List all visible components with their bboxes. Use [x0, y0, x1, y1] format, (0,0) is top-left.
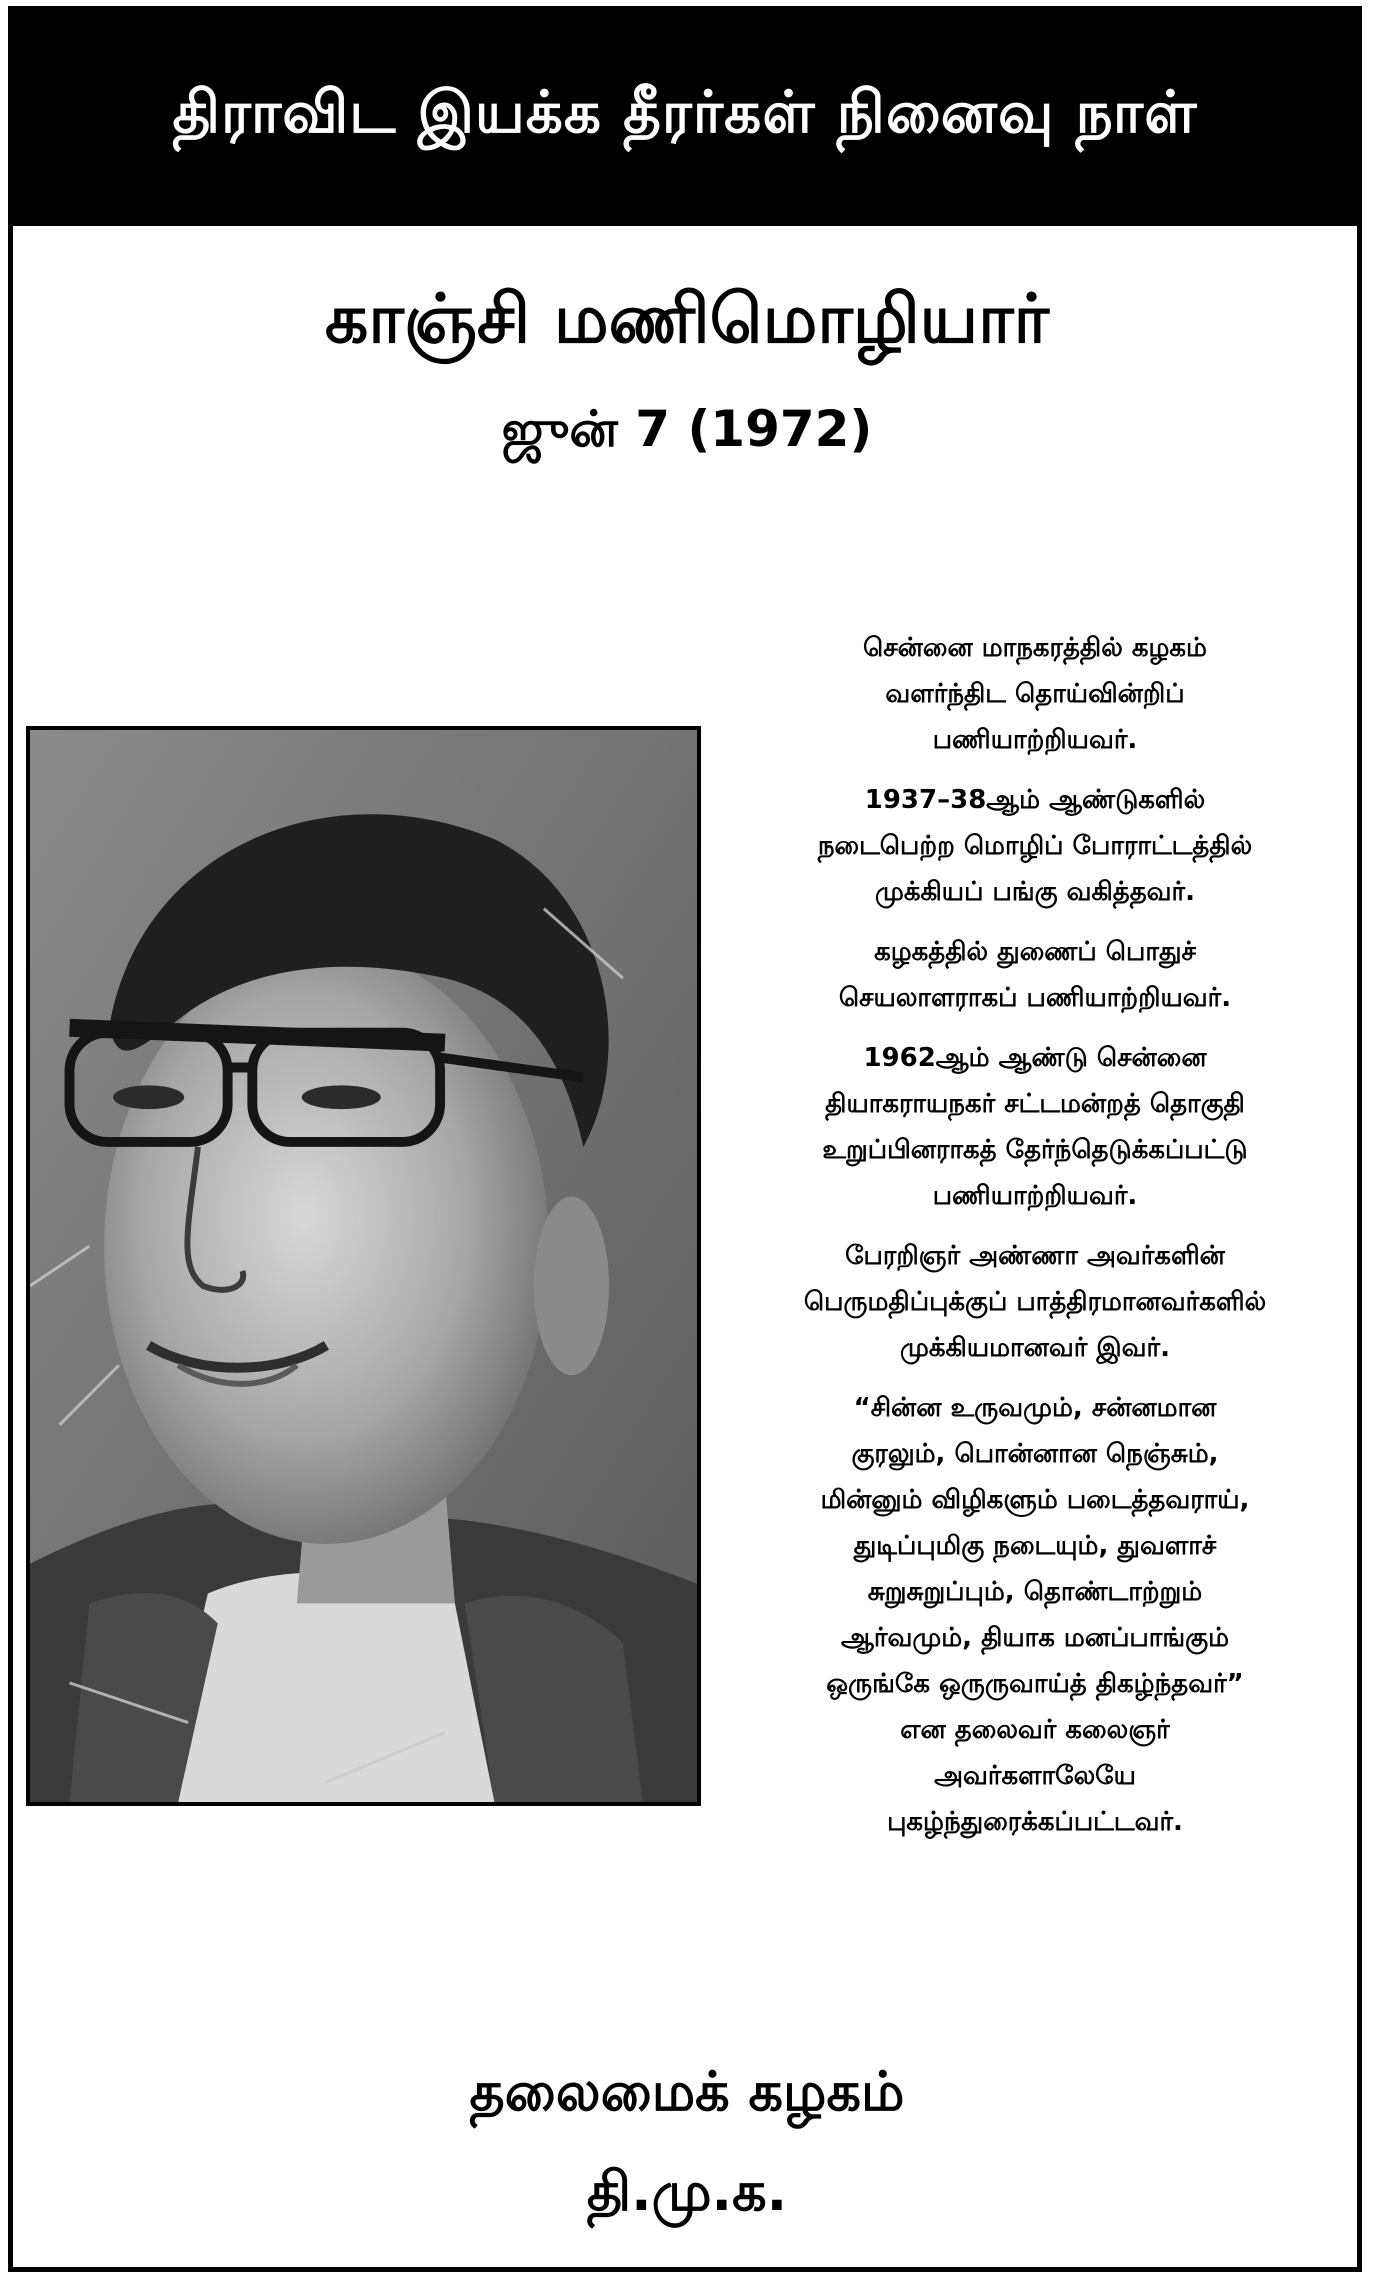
bio-line: “சின்ன உருவமும், சன்னமான [853, 1393, 1217, 1423]
bio-paragraph [710, 625, 1360, 763]
bio-line: பேரறிஞர் அண்ணா அவர்களின் [845, 1241, 1225, 1271]
memorial-date: ஜுன் 7 (1972) [501, 400, 873, 458]
portrait-photo-icon [30, 730, 697, 1802]
title-banner [8, 6, 1362, 226]
bio-paragraph [710, 1233, 1360, 1371]
bio-line: என தலைவர் கலைஞர் [900, 1715, 1170, 1745]
bio-line: வளர்ந்திட தொய்வின்றிப் [885, 679, 1185, 709]
bio-line: 1962ஆம் ஆண்டு சென்னை [863, 1043, 1207, 1073]
bio-paragraph [710, 1035, 1360, 1219]
bio-line: பணியாற்றியவர். [932, 1181, 1138, 1211]
bio-line: உறுப்பினராகத் தேர்ந்தெடுக்கப்பட்டு [822, 1135, 1248, 1165]
bio-line: மின்னும் விழிகளும் படைத்தவராய், [820, 1485, 1250, 1515]
bio-line: தியாகராயநகர் சட்டமன்றத் தொகுதி [825, 1089, 1245, 1119]
bio-line: சென்னை மாநகரத்தில் கழகம் [863, 633, 1207, 663]
bio-line: செயலாளராகப் பணியாற்றியவர். [838, 983, 1232, 1013]
banner-title: திராவிட இயக்க தீரர்கள் நினைவு நாள் [172, 78, 1198, 146]
bio-line: துடிப்புமிகு நடையும், துவளாச் [853, 1531, 1217, 1561]
biography [710, 625, 1360, 1859]
bio-line: சுறுசுறுப்பும், தொண்டாற்றும் [867, 1577, 1203, 1607]
portrait-photo [26, 726, 701, 1806]
bio-line: முக்கியப் பங்கு வகித்தவர். [874, 877, 1196, 907]
bio-line: ஒருங்கே ஒருருவாய்த் திகழ்ந்தவர்” [826, 1669, 1244, 1699]
bio-line: ஆர்வமும், தியாக மனப்பாங்கும் [841, 1623, 1229, 1653]
bio-line: புகழ்ந்துரைக்கப்பட்டவர். [887, 1807, 1183, 1837]
bio-line: கழகத்தில் துணைப் பொதுச் [874, 937, 1196, 967]
organization-name: தலைமைக் கழகம் [469, 2060, 905, 2123]
person-name: காஞ்சி மணிமொழியார் [324, 280, 1050, 359]
bio-line: நடைபெற்ற மொழிப் போராட்டத்தில் [817, 831, 1253, 861]
bio-paragraph [710, 929, 1360, 1021]
party-name: தி.மு.க. [586, 2160, 788, 2223]
bio-line: அவர்களாலேயே [934, 1761, 1136, 1791]
bio-line: குரலும், பொன்னான நெஞ்சும், [851, 1439, 1219, 1469]
bio-paragraph [710, 777, 1360, 915]
bio-line: 1937–38ஆம் ஆண்டுகளில் [864, 785, 1206, 815]
bio-line: பெருமதிப்புக்குப் பாத்திரமானவர்களில் [803, 1287, 1267, 1317]
bio-quote [710, 1385, 1360, 1845]
bio-line: முக்கியமானவர் இவர். [900, 1333, 1170, 1363]
bio-line: பணியாற்றியவர். [932, 725, 1138, 755]
